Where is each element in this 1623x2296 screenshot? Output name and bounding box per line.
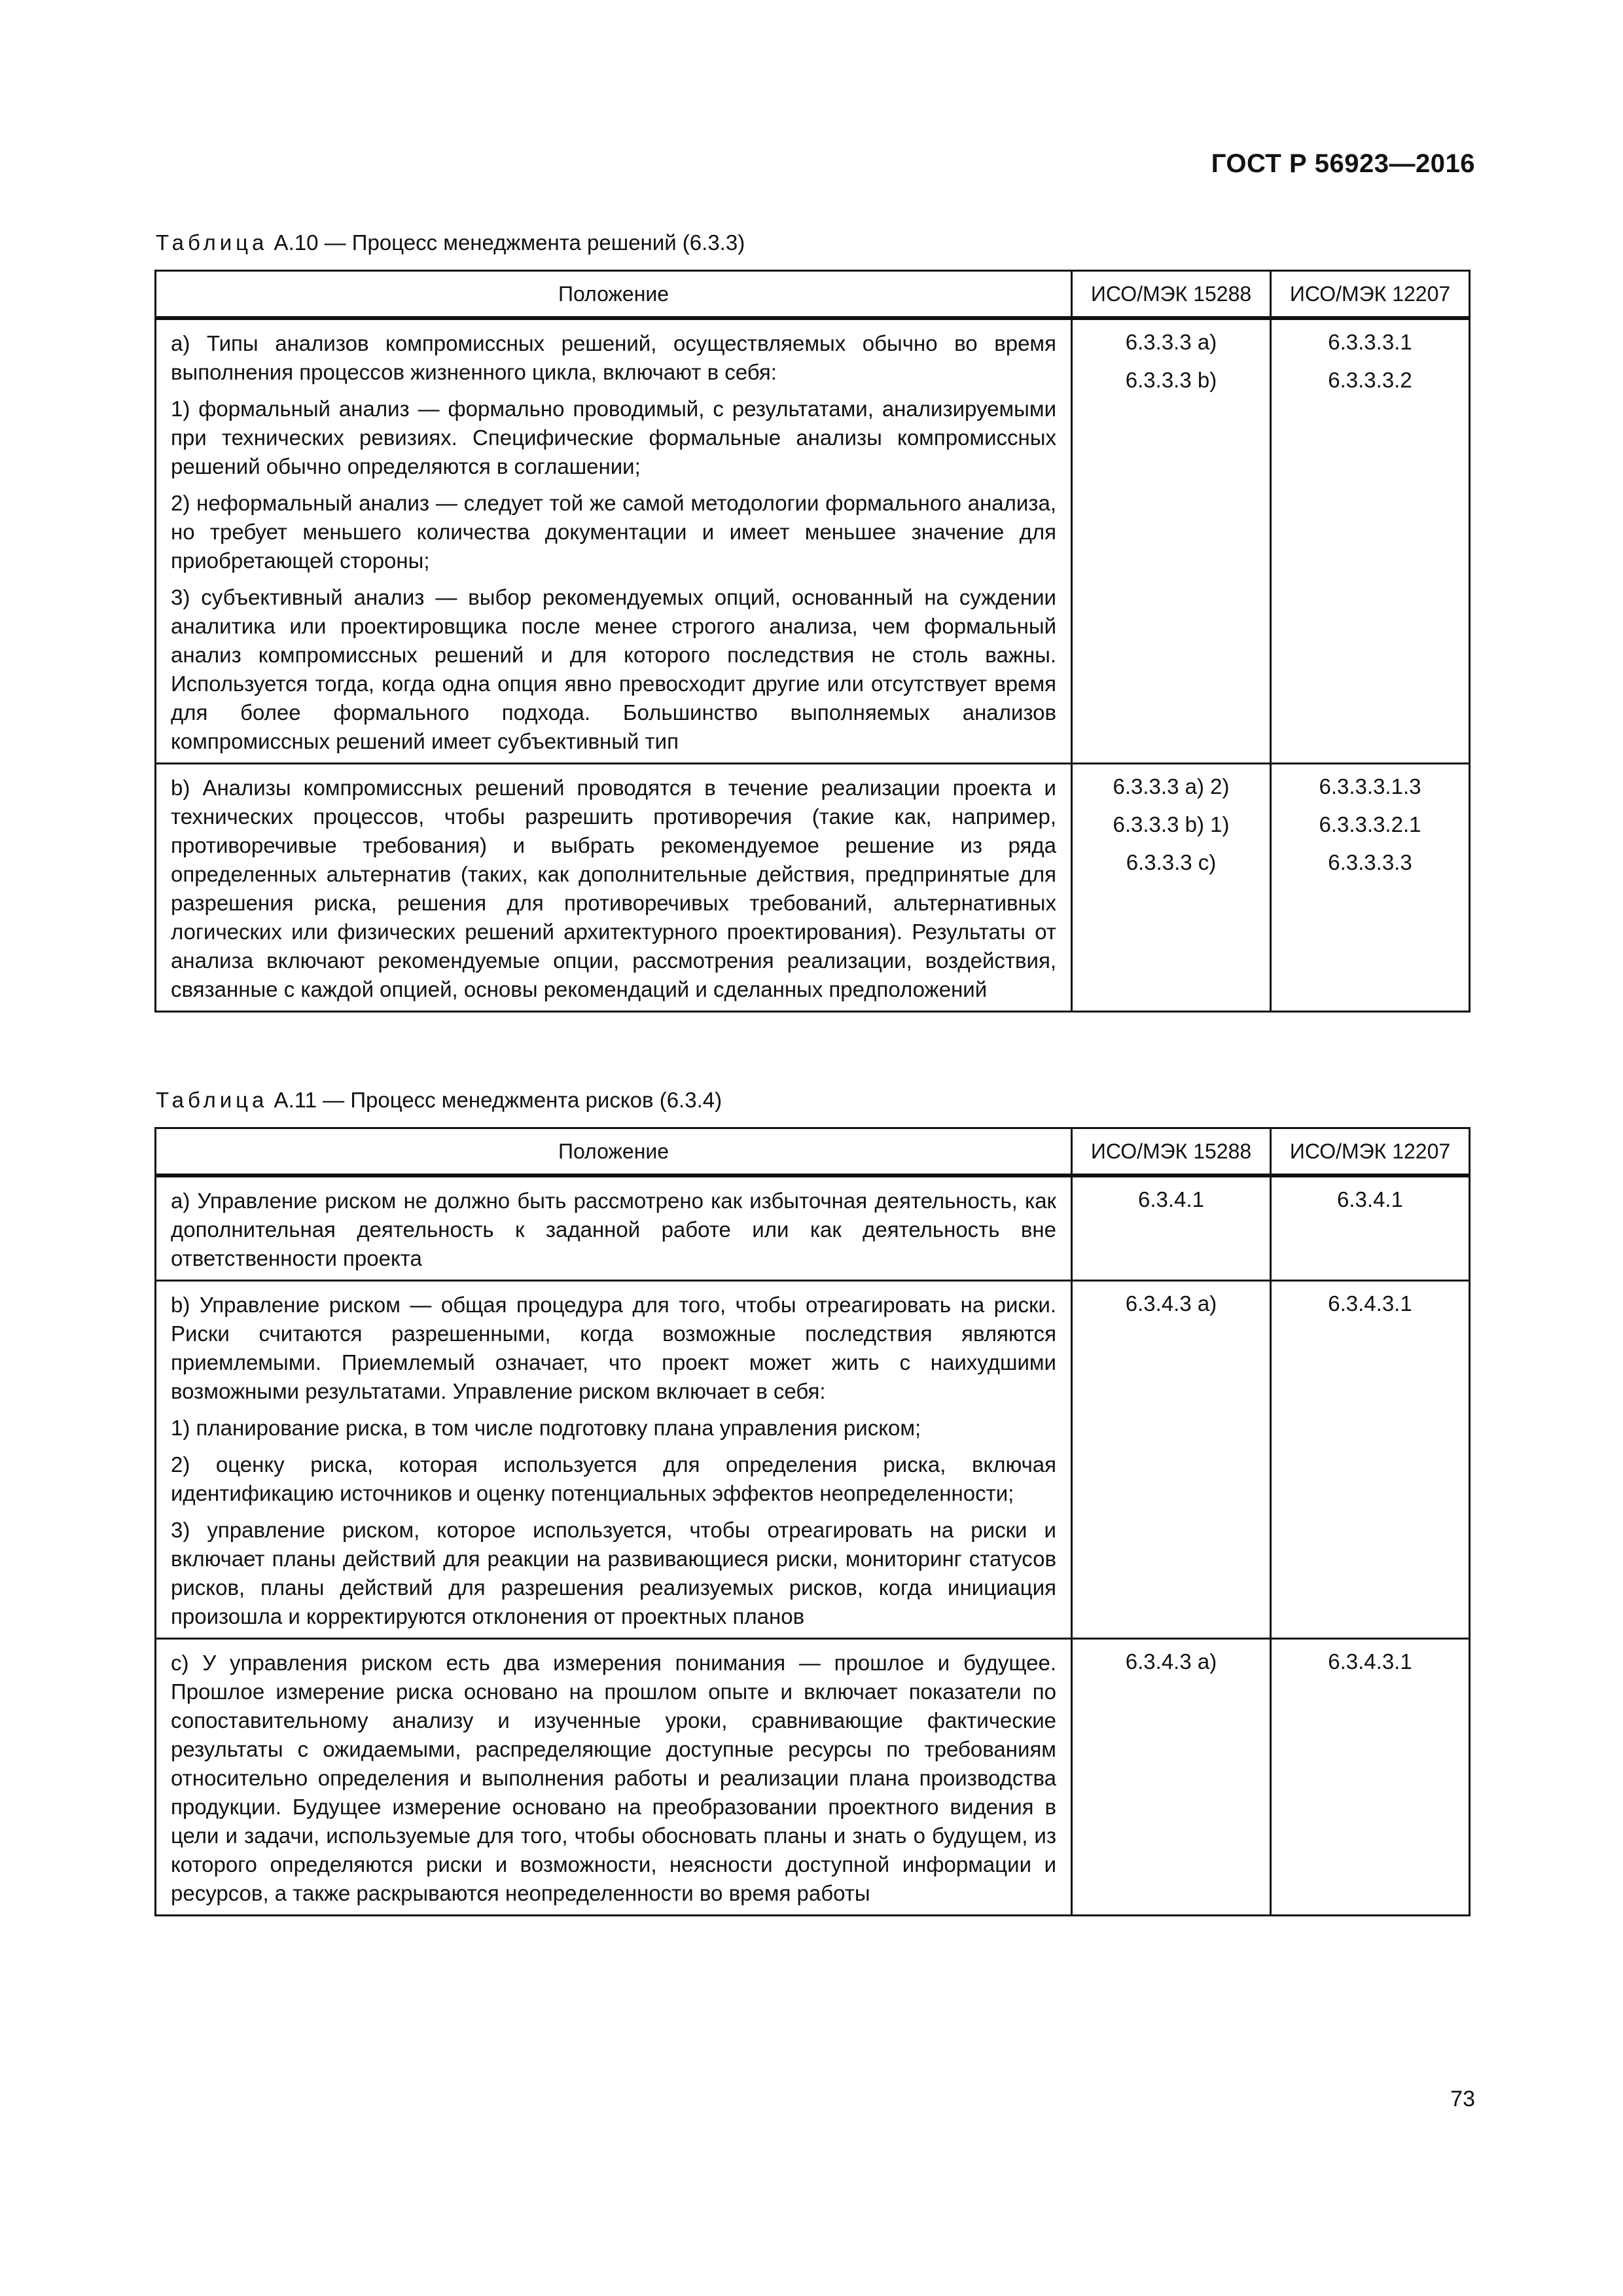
clause-reference: 6.3.3.3.2.1 — [1319, 812, 1421, 836]
table-a11 — [154, 1127, 1471, 1916]
provision-paragraph: 1) планирование риска, в том числе подготовку плана управления риском; — [171, 1416, 921, 1440]
page-number: 73 — [1450, 2087, 1475, 2111]
provision-cell — [156, 764, 1072, 1012]
provision-paragraph: 3) управление риском, которое используется, чтобы отреагировать на риски и включает планы действий для реакции на развивающиеся риски, мониторинг статусов рисков, планы действий для разрешения реализуемых рисков, когда инициация произошла и корректируются отклонения от проектных планов — [171, 1518, 1056, 1628]
iso15288-cell — [1072, 764, 1271, 1012]
column-header-iso12207: ИСО/МЭК 12207 — [1271, 1128, 1470, 1176]
table-row — [156, 318, 1470, 764]
clause-reference: 6.3.3.3 c) — [1126, 850, 1217, 874]
iso12207-cell — [1271, 318, 1470, 764]
clause-reference: 6.3.3.3.2 — [1328, 368, 1412, 392]
table-a10-caption-word: Таблица — [156, 230, 268, 255]
clause-reference: 6.3.4.1 — [1138, 1187, 1204, 1211]
provision-cell — [156, 1639, 1072, 1916]
provision-paragraph: c) У управления риском есть два измерения понимания — прошлое и будущее. Прошлое измерение риска основано на прошлом опыте и включает показатели по сопоставительному анализу и изученные уроки, сравнивающие фактические результаты с ожидаемыми, распределяющие доступные ресурсы по требованиям относительно определения и выполнения работы и реализации плана производства продукции. Будущее измерение основано на преобразовании проектного видения в цели и задачи, используемые для того, чтобы обосновать планы и знать о будущем, из которого определяются риски и возможности, неясности доступной информации и ресурсов, а также раскрываются неопределенности во время работы — [171, 1651, 1056, 1905]
table-row — [156, 1281, 1470, 1639]
table-a10 — [154, 270, 1471, 1013]
iso12207-cell — [1271, 1639, 1470, 1916]
clause-reference: 6.3.4.3.1 — [1328, 1291, 1412, 1316]
column-header-provision: Положение — [156, 271, 1072, 319]
table-header-row — [156, 1128, 1470, 1176]
iso15288-cell — [1072, 1281, 1271, 1639]
provision-paragraph: b) Анализы компромиссных решений проводятся в течение реализации проекта и технических процессов, чтобы разрешить противоречия (такие как, например, противоречивые требования) и выбрать рекомендуемое решение из ряда определенных альтернатив (таких, как дополнительные действия, предпринятые для разрешения риска, решения для противоречивых требований, альтернативных логических или физических решений архитектурного проектирования). Результаты от анализа включают рекомендуемые опции, рассмотрения реализации, воздействия, связанные с каждой опцией, основы рекомендаций и сделанных предположений — [171, 776, 1056, 1001]
provision-paragraph: b) Управление риском — общая процедура для того, чтобы отреагировать на риски. Риски считаются разрешенными, когда возможные последствия являются приемлемыми. Приемлемый означает, что проект может жить с наихудшими возможными результатами. Управление риском включает в себя: — [171, 1293, 1056, 1403]
table-a10-caption — [156, 230, 745, 255]
provision-cell — [156, 1175, 1072, 1281]
clause-reference: 6.3.3.3 a) 2) — [1113, 774, 1230, 798]
clause-reference: 6.3.4.3 a) — [1125, 1649, 1217, 1674]
iso15288-cell — [1072, 1639, 1271, 1916]
provision-paragraph: 1) формальный анализ — формально проводимый, с результатами, анализируемыми при технических ревизиях. Специфические формальные анализы компромиссных решений обычно определяются в соглашении; — [171, 397, 1056, 478]
clause-reference: 6.3.3.3.1.3 — [1319, 774, 1421, 798]
table-a11-caption-title: А.11 — Процесс менеджмента рисков (6.3.4) — [268, 1088, 722, 1112]
column-header-iso15288: ИСО/МЭК 15288 — [1072, 271, 1271, 319]
clause-reference: 6.3.3.3.1 — [1328, 330, 1412, 354]
clause-reference: 6.3.3.3.3 — [1328, 850, 1412, 874]
clause-reference: 6.3.4.3.1 — [1328, 1649, 1412, 1674]
provision-paragraph: a) Типы анализов компромиссных решений, осуществляемых обычно во время выполнения процессов жизненного цикла, включают в себя: — [171, 331, 1056, 384]
iso15288-cell — [1072, 1175, 1271, 1281]
table-row — [156, 1175, 1470, 1281]
table-row — [156, 764, 1470, 1012]
table-a10-caption-title: А.10 — Процесс менеджмента решений (6.3.3) — [268, 230, 745, 255]
table-a11-caption-word: Таблица — [156, 1088, 268, 1112]
provision-cell — [156, 318, 1072, 764]
provision-paragraph: a) Управление риском не должно быть рассмотрено как избыточная деятельность, как дополнительная деятельность к заданной работе или как деятельность вне ответственности проекта — [171, 1189, 1056, 1270]
document-header: ГОСТ Р 56923—2016 — [1211, 149, 1475, 178]
table-header-row — [156, 271, 1470, 319]
iso12207-cell — [1271, 1281, 1470, 1639]
clause-reference: 6.3.4.1 — [1337, 1187, 1403, 1211]
clause-reference: 6.3.3.3 b) — [1125, 368, 1217, 392]
table-row — [156, 1639, 1470, 1916]
table-a11-caption — [156, 1088, 722, 1113]
provision-paragraph: 3) субъективный анализ — выбор рекомендуемых опций, основанный на суждении аналитика или проектировщика после менее строгого анализа, чем формальный анализ компромиссных решений и для которого последствия не столь важны. Используется тогда, когда одна опция явно превосходит другие или отсутствует время для более формального подхода. Большинство выполняемых анализов компромиссных решений имеет субъективный тип — [171, 585, 1056, 753]
provision-paragraph: 2) оценку риска, которая используется для определения риска, включая идентификацию источников и оценку потенциальных эффектов неопределенности; — [171, 1452, 1056, 1505]
clause-reference: 6.3.3.3 a) — [1125, 330, 1217, 354]
column-header-iso15288: ИСО/МЭК 15288 — [1072, 1128, 1271, 1176]
iso15288-cell — [1072, 318, 1271, 764]
clause-reference: 6.3.4.3 a) — [1125, 1291, 1217, 1316]
iso12207-cell — [1271, 1175, 1470, 1281]
column-header-iso12207: ИСО/МЭК 12207 — [1271, 271, 1470, 319]
provision-cell — [156, 1281, 1072, 1639]
column-header-provision: Положение — [156, 1128, 1072, 1176]
iso12207-cell — [1271, 764, 1470, 1012]
clause-reference: 6.3.3.3 b) 1) — [1113, 812, 1230, 836]
provision-paragraph: 2) неформальный анализ — следует той же самой методологии формального анализа, но требует меньшего количества документации и имеет меньшее значение для приобретающей стороны; — [171, 491, 1056, 573]
